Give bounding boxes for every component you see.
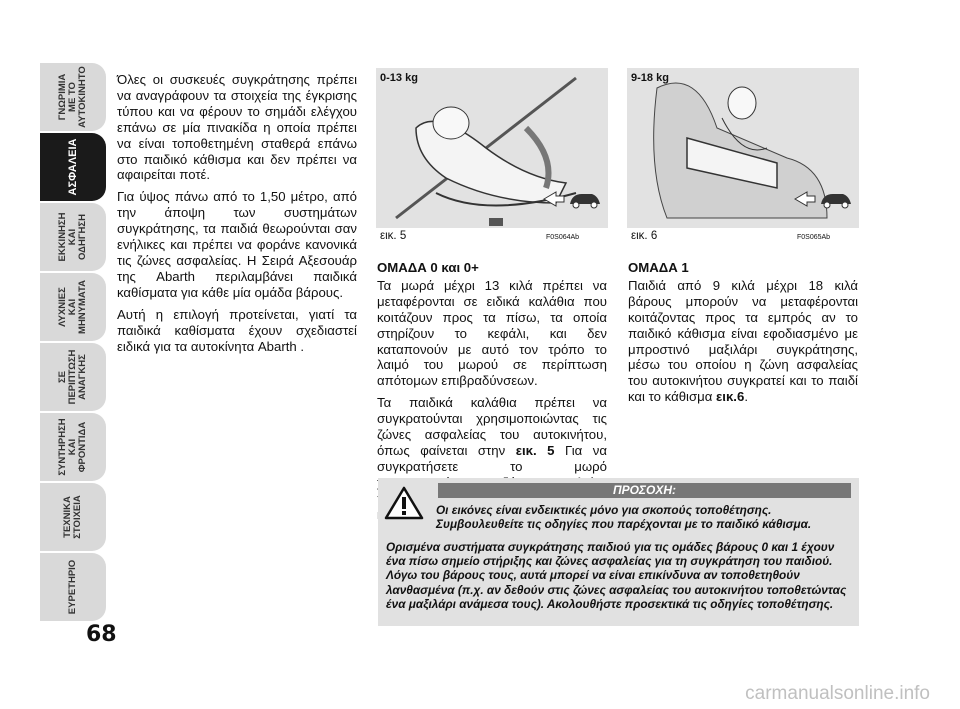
group-1-column [628, 260, 858, 411]
warning-text: Οι εικόνες είναι ενδεικτικές μόνο για σκοπούς τοποθέτησης. Συμβουλευθείτε τις οδηγίες που παρέχονται με το παιδικό κάθισμα. [436, 503, 812, 532]
figure-reference[interactable]: εικ.6 [716, 389, 745, 405]
paragraph [628, 278, 858, 405]
figure-weight-label: 0-13 kg [380, 72, 418, 84]
car-front-arrow-icon [793, 188, 853, 210]
figure-code: F0S064Ab [546, 234, 580, 241]
paragraph: Όλες οι συσκευές συγκράτησης πρέπει να αναγράφουν τα στοιχεία της έγκρισης τύπου και να φέρουν το σημάδι ελέγχου επάνω σε μία πινακίδα η οποία πρέπει να είναι τοποθετημένη σταθερά επάνω στο παιδικό κάθισμα και δεν πρέπει να αφαιρείται ποτέ. [117, 72, 357, 183]
text: . [744, 389, 748, 405]
tab-label: ΓΝΩΡΙΜΙΑ ΜΕ ΤΟ ΑΥΤΟΚΙΝΗΤΟ [57, 66, 88, 128]
watermark: carmanualsonline.info [745, 683, 930, 704]
tab-label: ΣΕ ΠΕΡΙΠΤΩΣΗ ΑΝΑΓΚΗΣ [57, 349, 88, 405]
text: Για να συγκρατήσετε το μωρό [377, 442, 607, 474]
tab-warning-lights[interactable] [40, 273, 106, 341]
intro-column [117, 72, 357, 360]
paragraph: Αυτή η επιλογή προτείνεται, γιατί τα παιδικά καθίσματα έχουν σχεδιαστεί ειδικά για τα αυτοκίνητα Abarth . [117, 306, 357, 354]
warning-title: ΠΡΟΣΟΧΗ: [438, 483, 851, 498]
warning-box [378, 478, 859, 626]
tab-technical-data[interactable] [40, 483, 106, 551]
text: Τα παιδικά καλάθια πρέπει να συγκρατούνται χρησιμοποιώντας τις ζώνες ασφαλείας του αυτοκινήτου, όπως φαίνεται στην [377, 395, 607, 458]
paragraph: Τα μωρά μέχρι 13 κιλά πρέπει να μεταφέρονται σε ειδικά καλάθια που κοιτάζουν προς τα πίσω, τα οποία στηρίζουν το κεφάλι, και δεν καταπονούν με αυτό τον τρόπο το λαιμό του μωρού σε περίπτωση απότομων επιβραδύνσεων. [377, 277, 607, 389]
section-heading: ΟΜΑΔΑ 1 [628, 260, 689, 275]
figure-reference[interactable]: εικ. 5 [515, 442, 555, 458]
paragraph: Για ύψος πάνω από το 1,50 μέτρο, από την άποψη των συστημάτων συγκράτησης, τα παιδιά θεωρούνται σαν ενήλικες και πρέπει να φοράνε κανονικά τις ζώνες ασφαλείας. Η Σειρά Αξεσουάρ της Abarth περιλαμβάνει παιδικά καθίσματα για κάθε μία ομάδα βάρους. [117, 189, 357, 300]
tab-label: ΕΥΡΕΤΗΡΙΟ [67, 559, 78, 615]
tab-label: ΣΥΝΤΗΡΗΣΗ ΚΑΙ ΦΡΟΝΤΙΔΑ [57, 418, 88, 476]
text: Παιδιά από 9 κιλά μέχρι 18 κιλά βάρους μπορούν να μεταφέρονται κοιτάζοντας προς τα εμπρός αν το παιδικό κάθισμα είναι εφοδιασμένο με μπροστινό μαξιλάρι συγκράτησης, μέσω του οποίου η ζώνη ασφαλείας του αυτοκινήτου συγκρατεί και το παιδί και το κάθισμα [628, 277, 858, 405]
figure-child-seat [627, 68, 859, 228]
tab-emergency[interactable] [40, 343, 106, 411]
tab-maintenance[interactable] [40, 413, 106, 481]
section-heading: ΟΜΑΔΑ 0 και 0+ [377, 260, 479, 275]
section-tabs [40, 63, 106, 623]
tab-safety[interactable] [40, 133, 106, 201]
figure-code: F0S065Ab [797, 234, 831, 241]
warning-triangle-icon [384, 486, 424, 520]
tab-label: ΤΕΧΝΙΚΑ ΣΤΟΙΧΕΙΑ [62, 495, 83, 539]
tab-label: ΕΚΚΙΝΗΣΗ ΚΑΙ ΟΔΗΓΗΣΗ [57, 212, 88, 262]
tab-intro[interactable] [40, 63, 106, 131]
figure-caption: εικ. 6 [631, 230, 658, 242]
tab-index[interactable] [40, 553, 106, 621]
figure-weight-label: 9-18 kg [631, 72, 669, 84]
page-number: 68 [86, 622, 117, 647]
tab-starting-driving[interactable] [40, 203, 106, 271]
figure-infant-carrier [376, 68, 608, 228]
car-rear-arrow-icon [542, 188, 602, 210]
warning-text: Ορισμένα συστήματα συγκράτησης παιδιού για τις ομάδες βάρους 0 και 1 έχουν ένα πίσω σημείο στήριξης και ζώνες ασφαλείας για τη συγκράτηση του παιδιού. Λόγω του βάρους τους, αυτά μπορεί να είναι επικίνδυνα αν τοποθετηθούν λανθασμένα (π.χ. αν δεθούν στις ζώνες ασφαλείας του αυτοκινήτου τοποθετώντας ένα μαξιλάρι ανάμεσα τους). Ακολουθήστε προσεκτικά τις οδηγίες τοποθέτησης. [386, 540, 847, 611]
tab-label: ΛΥΧΝΙΕΣ ΚΑΙ ΜΗΝΥΜΑΤΑ [57, 280, 88, 334]
tab-label: ΑΣΦΑΛΕΙΑ [67, 138, 79, 196]
figure-caption: εικ. 5 [380, 230, 407, 242]
